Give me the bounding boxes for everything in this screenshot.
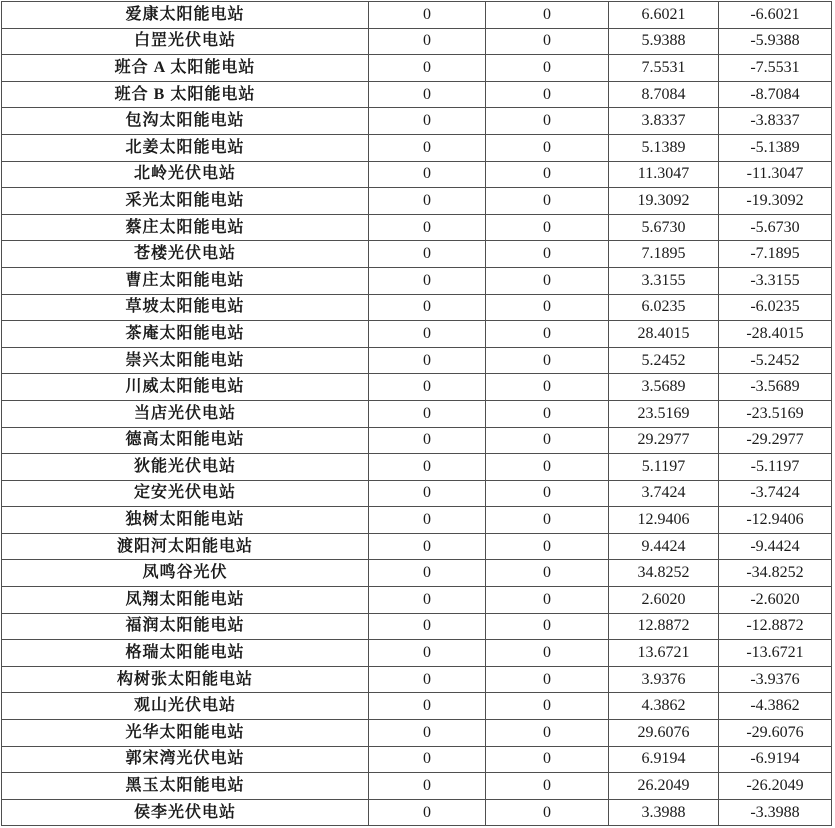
station-name-cell: 苍楼光伏电站 (2, 241, 369, 268)
table-row (2, 613, 832, 640)
zero-cell-b: 0 (486, 108, 609, 135)
table-row (2, 108, 832, 135)
table-row (2, 746, 832, 773)
value-cell: 12.9406 (609, 507, 719, 534)
zero-cell-a: 0 (369, 533, 486, 560)
value-cell: 7.1895 (609, 241, 719, 268)
zero-cell-a: 0 (369, 746, 486, 773)
value-cell: 7.5531 (609, 55, 719, 82)
table-row (2, 81, 832, 108)
negative-value-cell: -6.6021 (719, 2, 832, 29)
zero-cell-a: 0 (369, 693, 486, 720)
station-name-cell: 郭宋湾光伏电站 (2, 746, 369, 773)
zero-cell-b: 0 (486, 560, 609, 587)
zero-cell-a: 0 (369, 108, 486, 135)
table-row (2, 587, 832, 614)
station-name-cell: 采光太阳能电站 (2, 188, 369, 215)
negative-value-cell: -29.6076 (719, 720, 832, 747)
negative-value-cell: -6.9194 (719, 746, 832, 773)
zero-cell-a: 0 (369, 321, 486, 348)
zero-cell-b: 0 (486, 507, 609, 534)
zero-cell-a: 0 (369, 587, 486, 614)
negative-value-cell: -12.8872 (719, 613, 832, 640)
negative-value-cell: -3.8337 (719, 108, 832, 135)
value-cell: 13.6721 (609, 640, 719, 667)
zero-cell-a: 0 (369, 480, 486, 507)
table-row (2, 161, 832, 188)
station-data-table (1, 1, 832, 826)
zero-cell-a: 0 (369, 267, 486, 294)
negative-value-cell: -34.8252 (719, 560, 832, 587)
zero-cell-a: 0 (369, 560, 486, 587)
zero-cell-b: 0 (486, 2, 609, 29)
zero-cell-b: 0 (486, 427, 609, 454)
negative-value-cell: -3.7424 (719, 480, 832, 507)
zero-cell-b: 0 (486, 613, 609, 640)
zero-cell-a: 0 (369, 613, 486, 640)
table-row (2, 480, 832, 507)
value-cell: 5.9388 (609, 28, 719, 55)
value-cell: 19.3092 (609, 188, 719, 215)
zero-cell-b: 0 (486, 28, 609, 55)
station-name-cell: 茶庵太阳能电站 (2, 321, 369, 348)
station-name-cell: 光华太阳能电站 (2, 720, 369, 747)
negative-value-cell: -4.3862 (719, 693, 832, 720)
value-cell: 29.6076 (609, 720, 719, 747)
station-name-cell: 德高太阳能电站 (2, 427, 369, 454)
negative-value-cell: -3.5689 (719, 374, 832, 401)
station-name-cell: 包沟太阳能电站 (2, 108, 369, 135)
negative-value-cell: -28.4015 (719, 321, 832, 348)
value-cell: 5.6730 (609, 214, 719, 241)
zero-cell-b: 0 (486, 480, 609, 507)
value-cell: 23.5169 (609, 400, 719, 427)
station-name-cell: 当店光伏电站 (2, 400, 369, 427)
negative-value-cell: -5.2452 (719, 347, 832, 374)
zero-cell-b: 0 (486, 241, 609, 268)
station-name-cell: 蔡庄太阳能电站 (2, 214, 369, 241)
negative-value-cell: -11.3047 (719, 161, 832, 188)
zero-cell-a: 0 (369, 161, 486, 188)
table-row (2, 666, 832, 693)
zero-cell-a: 0 (369, 374, 486, 401)
zero-cell-b: 0 (486, 161, 609, 188)
zero-cell-b: 0 (486, 81, 609, 108)
zero-cell-a: 0 (369, 507, 486, 534)
table-row (2, 374, 832, 401)
value-cell: 3.3988 (609, 799, 719, 826)
negative-value-cell: -3.3155 (719, 267, 832, 294)
table-row (2, 427, 832, 454)
value-cell: 5.1197 (609, 454, 719, 481)
zero-cell-b: 0 (486, 347, 609, 374)
station-name-cell: 构树张太阳能电站 (2, 666, 369, 693)
table-row (2, 214, 832, 241)
station-name-cell: 黑玉太阳能电站 (2, 773, 369, 800)
zero-cell-b: 0 (486, 533, 609, 560)
zero-cell-a: 0 (369, 454, 486, 481)
zero-cell-b: 0 (486, 188, 609, 215)
table-row (2, 294, 832, 321)
negative-value-cell: -5.1389 (719, 134, 832, 161)
zero-cell-b: 0 (486, 666, 609, 693)
table-row (2, 400, 832, 427)
station-name-cell: 定安光伏电站 (2, 480, 369, 507)
table-row (2, 640, 832, 667)
negative-value-cell: -9.4424 (719, 533, 832, 560)
zero-cell-b: 0 (486, 214, 609, 241)
negative-value-cell: -7.5531 (719, 55, 832, 82)
zero-cell-b: 0 (486, 267, 609, 294)
value-cell: 6.9194 (609, 746, 719, 773)
zero-cell-b: 0 (486, 799, 609, 826)
negative-value-cell: -5.9388 (719, 28, 832, 55)
table-row (2, 347, 832, 374)
station-table-body (2, 2, 832, 826)
table-row (2, 241, 832, 268)
zero-cell-b: 0 (486, 321, 609, 348)
value-cell: 12.8872 (609, 613, 719, 640)
value-cell: 3.9376 (609, 666, 719, 693)
zero-cell-b: 0 (486, 693, 609, 720)
negative-value-cell: -26.2049 (719, 773, 832, 800)
value-cell: 2.6020 (609, 587, 719, 614)
zero-cell-b: 0 (486, 134, 609, 161)
value-cell: 6.0235 (609, 294, 719, 321)
table-row (2, 773, 832, 800)
zero-cell-b: 0 (486, 454, 609, 481)
table-row (2, 134, 832, 161)
zero-cell-a: 0 (369, 241, 486, 268)
zero-cell-b: 0 (486, 374, 609, 401)
table-row (2, 533, 832, 560)
negative-value-cell: -6.0235 (719, 294, 832, 321)
zero-cell-a: 0 (369, 400, 486, 427)
table-row (2, 560, 832, 587)
table-row (2, 188, 832, 215)
station-name-cell: 草坡太阳能电站 (2, 294, 369, 321)
zero-cell-a: 0 (369, 81, 486, 108)
value-cell: 4.3862 (609, 693, 719, 720)
table-row (2, 321, 832, 348)
zero-cell-b: 0 (486, 55, 609, 82)
negative-value-cell: -29.2977 (719, 427, 832, 454)
value-cell: 26.2049 (609, 773, 719, 800)
negative-value-cell: -5.1197 (719, 454, 832, 481)
negative-value-cell: -19.3092 (719, 188, 832, 215)
station-name-cell: 观山光伏电站 (2, 693, 369, 720)
station-name-cell: 白罡光伏电站 (2, 28, 369, 55)
negative-value-cell: -8.7084 (719, 81, 832, 108)
zero-cell-b: 0 (486, 746, 609, 773)
station-name-cell: 川威太阳能电站 (2, 374, 369, 401)
zero-cell-b: 0 (486, 720, 609, 747)
zero-cell-a: 0 (369, 2, 486, 29)
station-name-cell: 侯李光伏电站 (2, 799, 369, 826)
negative-value-cell: -7.1895 (719, 241, 832, 268)
station-name-cell: 独树太阳能电站 (2, 507, 369, 534)
station-name-cell: 班合 A 太阳能电站 (2, 55, 369, 82)
table-row (2, 693, 832, 720)
zero-cell-a: 0 (369, 294, 486, 321)
zero-cell-a: 0 (369, 55, 486, 82)
value-cell: 3.5689 (609, 374, 719, 401)
zero-cell-b: 0 (486, 773, 609, 800)
station-name-cell: 渡阳河太阳能电站 (2, 533, 369, 560)
zero-cell-a: 0 (369, 347, 486, 374)
value-cell: 9.4424 (609, 533, 719, 560)
value-cell: 3.3155 (609, 267, 719, 294)
zero-cell-a: 0 (369, 640, 486, 667)
negative-value-cell: -23.5169 (719, 400, 832, 427)
table-row (2, 454, 832, 481)
station-name-cell: 格瑞太阳能电站 (2, 640, 369, 667)
table-row (2, 267, 832, 294)
zero-cell-a: 0 (369, 188, 486, 215)
value-cell: 3.7424 (609, 480, 719, 507)
station-name-cell: 狄能光伏电站 (2, 454, 369, 481)
zero-cell-a: 0 (369, 214, 486, 241)
table-row (2, 720, 832, 747)
table-row (2, 799, 832, 826)
station-name-cell: 崇兴太阳能电站 (2, 347, 369, 374)
value-cell: 5.1389 (609, 134, 719, 161)
negative-value-cell: -5.6730 (719, 214, 832, 241)
table-row (2, 2, 832, 29)
table-row (2, 55, 832, 82)
negative-value-cell: -13.6721 (719, 640, 832, 667)
zero-cell-a: 0 (369, 666, 486, 693)
station-name-cell: 凤鸣谷光伏 (2, 560, 369, 587)
value-cell: 34.8252 (609, 560, 719, 587)
zero-cell-a: 0 (369, 773, 486, 800)
value-cell: 6.6021 (609, 2, 719, 29)
zero-cell-b: 0 (486, 400, 609, 427)
station-name-cell: 曹庄太阳能电站 (2, 267, 369, 294)
zero-cell-b: 0 (486, 640, 609, 667)
zero-cell-b: 0 (486, 294, 609, 321)
table-row (2, 28, 832, 55)
value-cell: 3.8337 (609, 108, 719, 135)
zero-cell-a: 0 (369, 799, 486, 826)
zero-cell-b: 0 (486, 587, 609, 614)
station-name-cell: 爱康太阳能电站 (2, 2, 369, 29)
zero-cell-a: 0 (369, 28, 486, 55)
station-name-cell: 班合 B 太阳能电站 (2, 81, 369, 108)
value-cell: 5.2452 (609, 347, 719, 374)
value-cell: 29.2977 (609, 427, 719, 454)
zero-cell-a: 0 (369, 720, 486, 747)
value-cell: 8.7084 (609, 81, 719, 108)
negative-value-cell: -12.9406 (719, 507, 832, 534)
negative-value-cell: -2.6020 (719, 587, 832, 614)
value-cell: 11.3047 (609, 161, 719, 188)
negative-value-cell: -3.3988 (719, 799, 832, 826)
station-name-cell: 北姜太阳能电站 (2, 134, 369, 161)
station-name-cell: 福润太阳能电站 (2, 613, 369, 640)
value-cell: 28.4015 (609, 321, 719, 348)
table-row (2, 507, 832, 534)
negative-value-cell: -3.9376 (719, 666, 832, 693)
zero-cell-a: 0 (369, 427, 486, 454)
zero-cell-a: 0 (369, 134, 486, 161)
station-name-cell: 北岭光伏电站 (2, 161, 369, 188)
station-name-cell: 凤翔太阳能电站 (2, 587, 369, 614)
